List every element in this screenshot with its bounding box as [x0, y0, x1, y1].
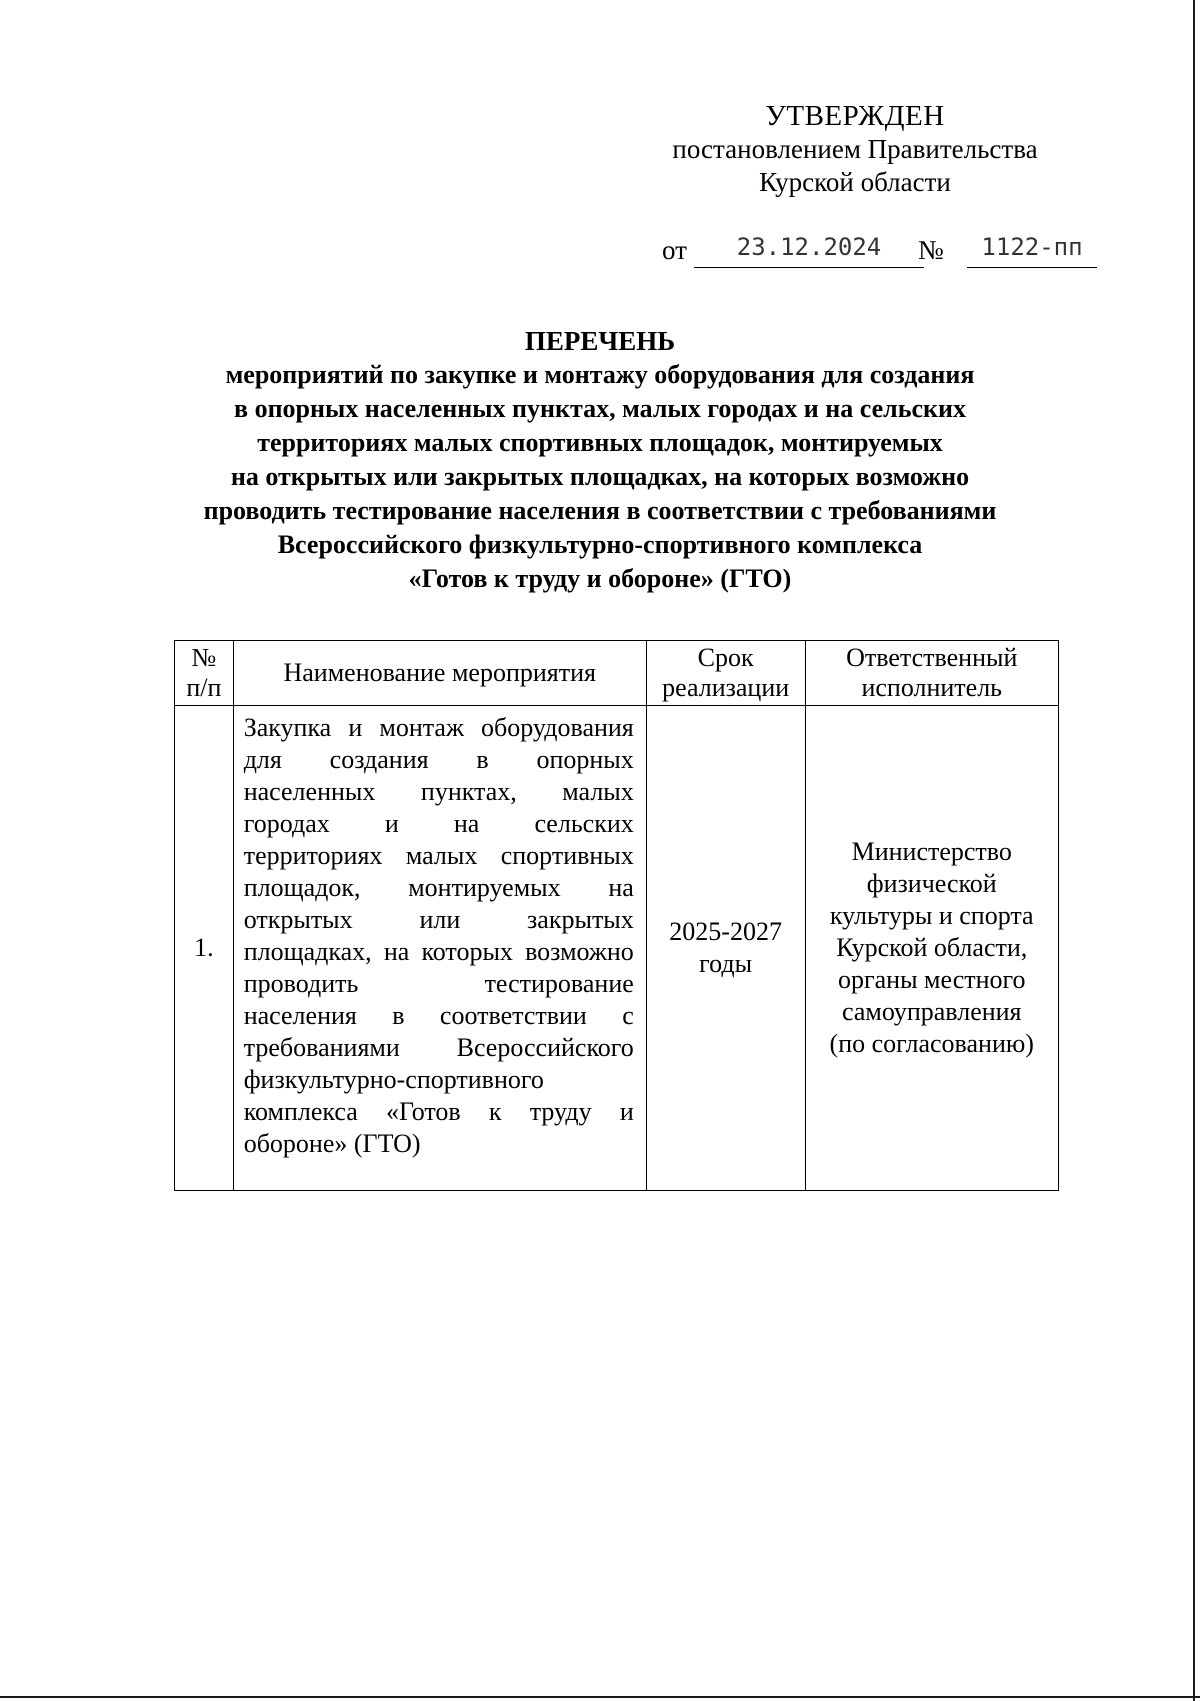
number-field: 1122-пп — [967, 233, 1097, 268]
table-row — [175, 706, 1059, 1191]
responsible-line: культуры и спорта — [829, 901, 1034, 930]
measure-line: комплекса «Готов к труду и — [243, 1097, 634, 1126]
title-line: проводить тестирование населения в соответствии с требованиями — [203, 496, 997, 525]
title-line: Всероссийского физкультурно-спортивного комплекса — [277, 530, 923, 559]
date-label: от — [662, 235, 687, 265]
measure-line: площадок, монтируемых на — [243, 873, 634, 902]
measure-line: требованиями Всероссийского — [243, 1033, 634, 1062]
measures-table — [174, 640, 1059, 1191]
measure-line: населения в соответствии с — [243, 1001, 634, 1030]
scan-bottom-line — [0, 1696, 1200, 1698]
measure-line: проводить тестирование — [243, 969, 634, 998]
responsible-line: (по согласованию) — [829, 1029, 1034, 1058]
approval-date-number — [662, 232, 1083, 268]
header-name: Наименование мероприятия — [233, 641, 646, 706]
header-responsible — [805, 641, 1059, 706]
responsible-line: самоуправления — [841, 997, 1022, 1026]
measure-line: физкультурно-спортивного — [243, 1065, 544, 1094]
title-main: ПЕРЕЧЕНЬ — [524, 326, 676, 356]
document-title — [150, 324, 1050, 596]
header-number-line: № — [191, 643, 217, 672]
row-number: 1. — [175, 706, 234, 1191]
header-number — [175, 641, 234, 706]
title-line: территориях малых спортивных площадок, монтируемых — [257, 428, 943, 457]
date-field: 23.12.2024 — [694, 233, 924, 268]
measure-line: Закупка и монтаж оборудования — [243, 713, 634, 742]
approval-line-2: Курской области — [759, 167, 951, 197]
header-responsible-line: исполнитель — [861, 673, 1003, 702]
responsible-line: органы местного — [837, 965, 1026, 994]
measure-line: территориях малых спортивных — [243, 841, 634, 870]
header-term — [646, 641, 805, 706]
responsible-line: Министерство — [851, 837, 1012, 866]
measure-line: населенных пунктах, малых — [243, 777, 634, 806]
number-label: № — [918, 235, 944, 265]
row-responsible — [805, 706, 1059, 1191]
measure-line: для создания в опорных — [243, 745, 634, 774]
title-line: в опорных населенных пунктах, малых городах и на сельских — [234, 394, 966, 423]
responsible-line: Курской области, — [836, 933, 1028, 962]
approval-heading: УТВЕРЖДЕН — [765, 100, 945, 132]
term-line: годы — [699, 949, 753, 978]
measure-line: обороне» (ГТО) — [243, 1129, 421, 1158]
term-line: 2025-2027 — [669, 917, 782, 946]
measure-line: открытых или закрытых — [243, 905, 634, 934]
scan-edge-line — [1193, 0, 1195, 1701]
approval-line-1: постановлением Правительства — [672, 134, 1038, 164]
measure-line: городах и на сельских — [243, 809, 634, 838]
title-line: «Готов к труду и обороне» (ГТО) — [408, 564, 792, 593]
table-header-row — [175, 641, 1059, 706]
row-term — [646, 706, 805, 1191]
header-responsible-line: Ответственный — [846, 643, 1018, 672]
title-line: на открытых или закрытых площадках, на которых возможно — [230, 462, 970, 491]
approval-block — [650, 100, 1060, 199]
title-line: мероприятий по закупке и монтажу оборудования для создания — [225, 360, 975, 389]
header-term-line: Срок — [697, 643, 754, 672]
row-measure-name — [233, 706, 646, 1191]
measure-line: площадках, на которых возможно — [243, 937, 634, 966]
responsible-line: физической — [866, 869, 997, 898]
header-term-line: реализации — [662, 673, 790, 702]
header-number-line: п/п — [186, 673, 222, 702]
